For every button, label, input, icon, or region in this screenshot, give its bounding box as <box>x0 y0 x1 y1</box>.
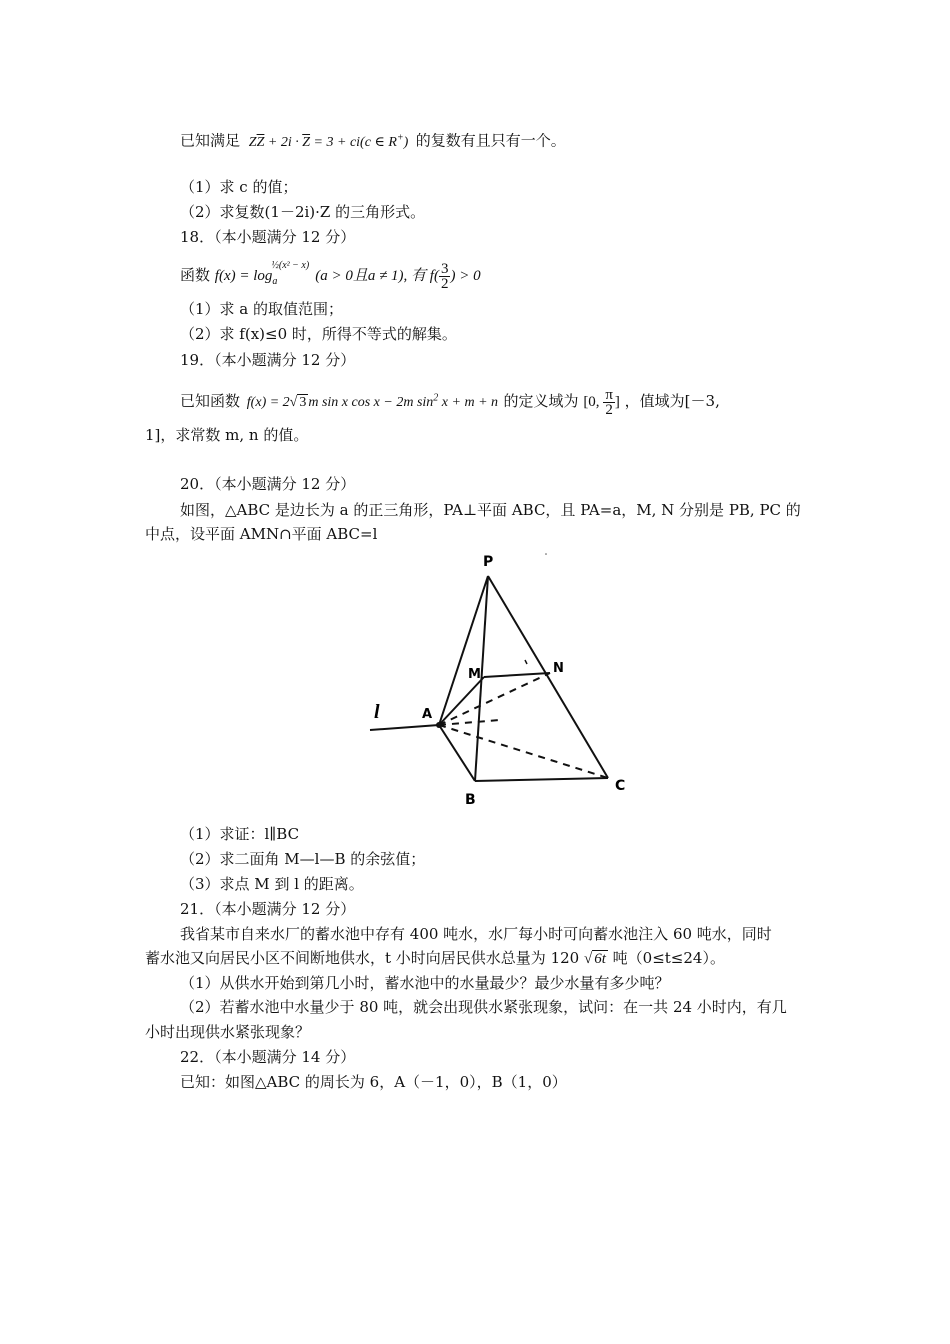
q18-part2: （2）求 f(x)≤0 时，所得不等式的解集。 <box>180 325 457 343</box>
edge-BC <box>475 778 608 781</box>
q17-part1: （1）求 c 的值； <box>180 178 298 196</box>
label-A: A <box>422 707 433 722</box>
q21-part1: （1）从供水开始到第几小时，蓄水池中的水量最少？最少水量有多少吨？ <box>180 974 670 992</box>
q21-line2 <box>145 948 725 969</box>
q21-part2-line2: 小时出现供水紧张现象？ <box>145 1023 311 1041</box>
q21-line1: 我省某市自来水厂的蓄水池中存有 400 吨水，水厂每小时可向蓄水池注入 60 吨水，同时 <box>180 925 772 943</box>
q17-intro <box>180 128 566 153</box>
edge-AC <box>439 725 608 778</box>
q20-part3: （3）求点 M 到 l 的距离。 <box>180 875 364 893</box>
q19-domain-text: 的定义域为 <box>503 391 579 410</box>
q17-intro-suffix: 的复数有且只有一个。 <box>415 131 566 150</box>
label-C: C <box>615 778 626 794</box>
q21-line2-formula: √ 6t <box>583 951 606 967</box>
q19-func-formula: f(x) = 2√ 3 m sin x cos x − 2m $\sin^2 x + m + n$ <box>246 392 502 410</box>
q20-part2: （2）求二面角 M—l—B 的余弦值； <box>180 850 426 868</box>
edge-A-mid <box>439 720 500 725</box>
point-A-dot <box>436 722 442 728</box>
label-N: N <box>553 661 564 676</box>
q22-line1: 已知：如图△ABC 的周长为 6，A（－1，0），B（1，0） <box>180 1073 567 1091</box>
label-P: P <box>483 554 494 570</box>
q18-func-prefix: 函数 <box>180 266 211 284</box>
edge-MN <box>484 673 550 677</box>
q20-part1: （1）求证：l∥BC <box>180 825 300 843</box>
q21-part2-line1: （2）若蓄水池中水量少于 80 吨，就会出现供水紧张现象，试问：在一共 24 小时内，有几 <box>180 998 787 1016</box>
label-l: l <box>374 701 380 723</box>
edge-AM <box>439 677 484 725</box>
q17-intro-prefix: 已知满足 <box>180 131 241 150</box>
q18-func-formula: $f(x) = \log_a^{\frac{1}{2}(x^2 - x)}(a > 0$且a ≠ 1), 有 f( $\frac{3}{2}$ ) > 0 <box>214 260 481 293</box>
q21-header: 21．（本小题满分 12 分） <box>180 900 356 918</box>
q21-line2-suffix: 吨（0≤t≤24）。 <box>612 949 725 967</box>
q19-line2: 1]，求常数 m, n 的值。 <box>145 426 309 444</box>
q18-func <box>180 262 481 292</box>
edge-AN <box>439 673 550 725</box>
q17-part2: （2）求复数(1－2i)·Z 的三角形式。 <box>180 203 426 221</box>
q19-func <box>180 388 720 417</box>
q20-header: 20．（本小题满分 12 分） <box>180 475 356 493</box>
q22-header: 22．（本小题满分 14 分） <box>180 1048 356 1066</box>
q19-header: 19．（本小题满分 12 分） <box>180 351 356 369</box>
edge-AB <box>439 725 475 781</box>
stray-mark-1 <box>525 660 527 664</box>
label-B: B <box>465 792 476 808</box>
label-M: M <box>468 667 481 682</box>
q19-func-prefix: 已知函数 <box>180 391 241 410</box>
q19-range-text: ，值域为[－3, <box>624 391 720 410</box>
q20-line1: 如图，△ABC 是边长为 a 的正三角形，PA⊥平面 ABC，且 PA=a，M, N 分别是 PB, PC 的 <box>180 501 801 519</box>
q18-part1: （1）求 a 的取值范围； <box>180 300 344 318</box>
stray-mark-2 <box>545 553 547 555</box>
line-l <box>370 725 439 730</box>
q18-header: 18．（本小题满分 12 分） <box>180 228 356 246</box>
q20-tetrahedron-figure <box>360 548 640 813</box>
q17-intro-formula: $Z\overline{Z} + 2i \cdot \overline{Z} = 3 + ci(c$ ∈ R+) <box>248 132 412 150</box>
q20-line2: 中点，设平面 AMN∩平面 ABC=l <box>145 525 378 543</box>
q21-line2-prefix: 蓄水池又向居民小区不间断地供水，t 小时向居民供水总量为 120 <box>145 949 580 967</box>
q19-domain-formula: [0, $\frac{\pi}{2}$ ] <box>583 387 620 418</box>
edge-PC <box>488 576 608 778</box>
